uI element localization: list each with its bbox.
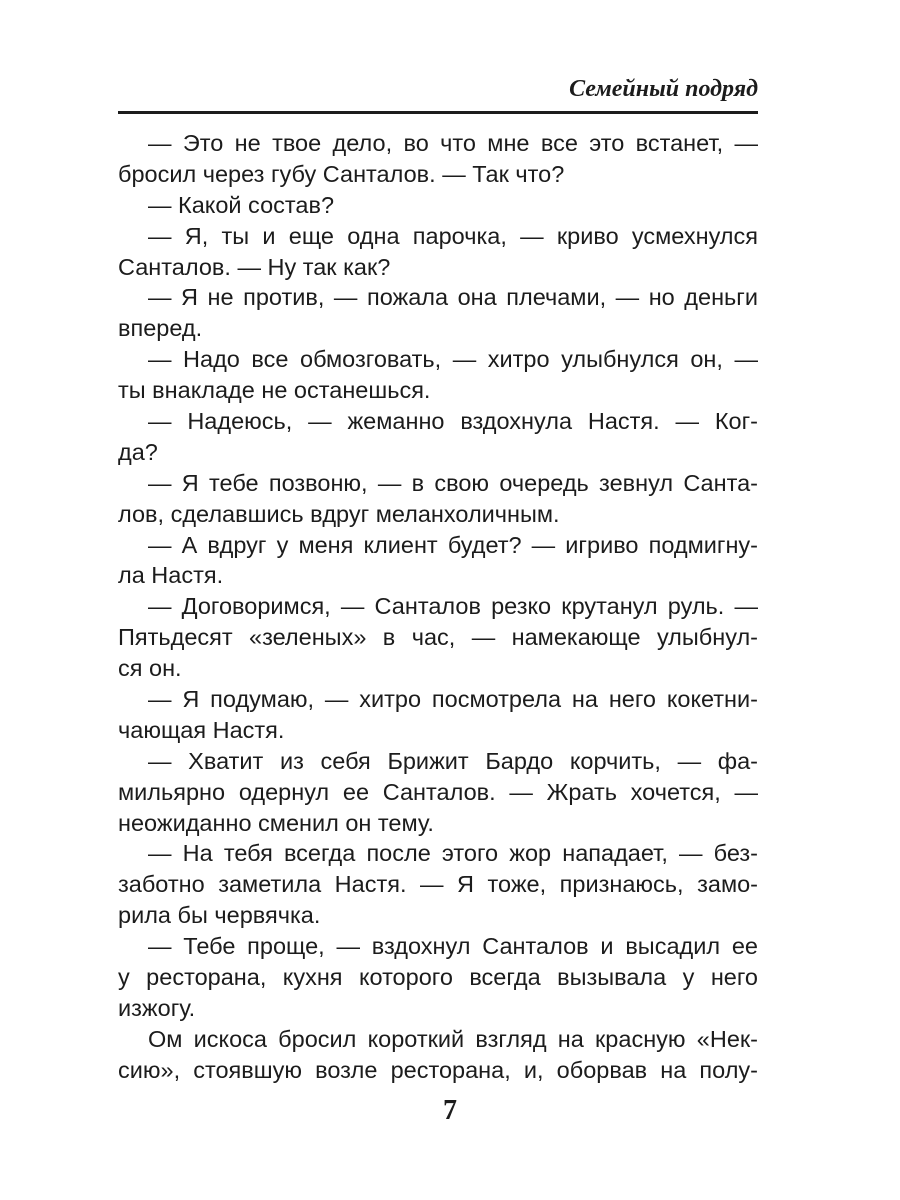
text-line: — Я не против, — пожала она плечами, — но деньги (148, 284, 758, 311)
text-line: — Договоримся, — Санталов резко крутанул руль. — (148, 593, 758, 620)
text-line: — Надо все обмозговать, — хитро улыбнулся он, — (148, 346, 758, 373)
text-line: изжогу. (118, 994, 196, 1021)
text-line: да? (118, 438, 158, 465)
text-line: — А вдруг у меня клиент будет? — игриво подмигну- (148, 531, 758, 558)
text-line: бросил через губу Санталов. — Так что? (118, 160, 565, 187)
text-line: — Я подумаю, — хитро посмотрела на него кокетни- (148, 686, 758, 713)
text-line: Ом искоса бросил короткий взгляд на красную «Нек- (148, 1025, 758, 1052)
text-line: лов, сделавшись вдруг меланхоличным. (118, 500, 560, 527)
text-line: у ресторана, кухня которого всегда вызывала у него (118, 964, 758, 991)
text-line: ты внакладе не останешься. (118, 377, 431, 404)
text-line: — На тебя всегда после этого жор нападает, — без- (148, 840, 758, 867)
text-line: сию», стоявшую возле ресторана, и, оборвав на полу- (118, 1056, 758, 1083)
text-line: ся он. (118, 655, 182, 682)
text-line: рила бы червячка. (118, 902, 321, 929)
text-line: — Какой состав? (148, 191, 335, 218)
running-title: Семейный подряд (569, 76, 758, 102)
text-line: мильярно одернул ее Санталов. — Жрать хочется, — (118, 778, 758, 805)
text-line: — Я, ты и еще одна парочка, — криво усмехнулся (148, 222, 758, 249)
text-line: вперед. (118, 315, 203, 342)
text-line: — Тебе проще, — вздохнул Санталов и высадил ее (148, 933, 758, 960)
text-line: ла Настя. (118, 562, 224, 589)
header-rule (118, 111, 758, 114)
page-number: 7 (443, 1095, 457, 1126)
text-line: — Хватит из себя Брижит Бардо корчить, — фа- (148, 747, 758, 774)
text-line: чающая Настя. (118, 716, 285, 743)
text-line: Санталов. — Ну так как? (118, 253, 391, 280)
text-line: Пятьдесят «зеленых» в час, — намекающе улыбнул- (118, 624, 758, 651)
text-line: заботно заметила Настя. — Я тоже, признаюсь, замо- (118, 871, 758, 898)
body-text (118, 128, 758, 1086)
text-line: — Надеюсь, — жеманно вздохнула Настя. — Ког- (148, 408, 758, 435)
text-line: — Это не твое дело, во что мне все это встанет, — (148, 130, 758, 156)
text-line: неожиданно сменил он тему. (118, 809, 434, 836)
text-line: — Я тебе позвоню, — в свою очередь зевнул Санта- (148, 469, 758, 496)
